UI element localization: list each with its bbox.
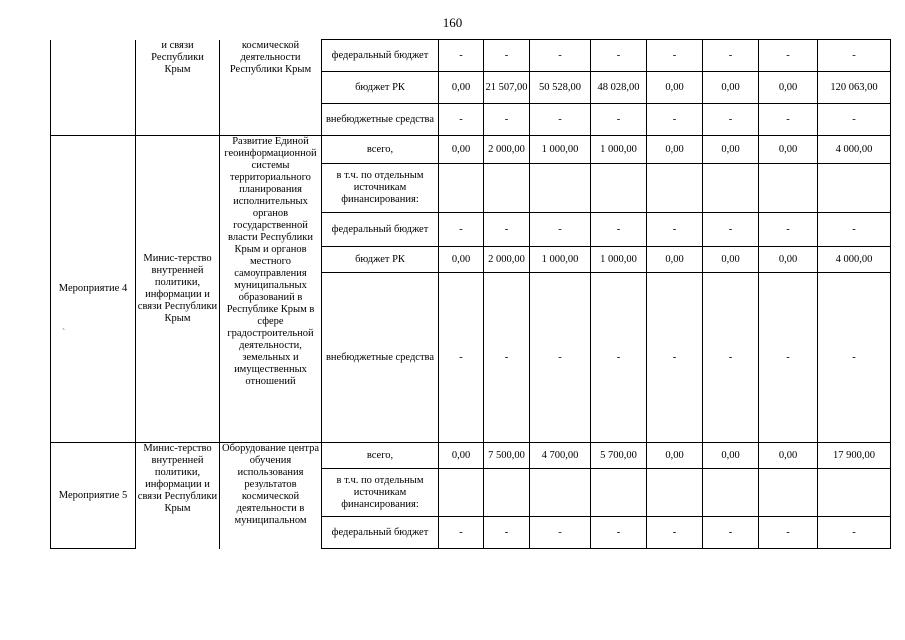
executor-cell: Минис-терство внутренней политики, информации и связи Республики Крым <box>136 136 220 443</box>
value-cell: 0,00 <box>439 247 484 273</box>
executor-cell: и связи Республики Крым <box>136 40 220 136</box>
value-cell: - <box>439 213 484 247</box>
value-cell: - <box>759 517 818 549</box>
value-cell: - <box>818 104 891 136</box>
value-cell: - <box>647 104 703 136</box>
value-cell: - <box>818 273 891 443</box>
value-cell: - <box>591 273 647 443</box>
table-row <box>51 443 891 469</box>
value-cell: - <box>484 273 530 443</box>
value-cell: 21 507,00 <box>484 72 530 104</box>
value-cell: 1 000,00 <box>591 247 647 273</box>
value-cell: - <box>439 40 484 72</box>
value-cell: 2 000,00 <box>484 247 530 273</box>
value-cell <box>647 469 703 517</box>
value-cell: - <box>530 273 591 443</box>
value-cell: 0,00 <box>439 136 484 164</box>
value-cell: - <box>703 517 759 549</box>
value-cell: 0,00 <box>439 72 484 104</box>
value-cell: - <box>439 517 484 549</box>
value-cell <box>818 164 891 213</box>
table-row <box>51 40 891 72</box>
value-cell: 4 000,00 <box>818 247 891 273</box>
value-cell <box>439 164 484 213</box>
value-cell: - <box>484 213 530 247</box>
value-cell: - <box>647 213 703 247</box>
measure-name-cell: космической деятельности Республики Крым <box>220 40 322 136</box>
value-cell: - <box>530 213 591 247</box>
value-cell: - <box>484 40 530 72</box>
value-cell: - <box>439 273 484 443</box>
page-number: 160 <box>442 15 463 30</box>
value-cell: - <box>530 517 591 549</box>
value-cell: 120 063,00 <box>818 72 891 104</box>
value-cell: 0,00 <box>647 443 703 469</box>
value-cell: - <box>591 213 647 247</box>
value-cell: - <box>647 273 703 443</box>
value-cell <box>484 164 530 213</box>
value-cell: - <box>647 40 703 72</box>
measure-name-cell: Оборудование центра обучения использования результатов космической деятельности в муниципальном <box>220 443 322 549</box>
source-cell: в т.ч. по отдельным источникам финансирования: <box>322 469 439 517</box>
measure-cell <box>51 40 136 136</box>
value-cell: 0,00 <box>703 136 759 164</box>
value-cell: 0,00 <box>647 247 703 273</box>
value-cell: - <box>591 517 647 549</box>
value-cell <box>484 469 530 517</box>
value-cell <box>647 164 703 213</box>
source-cell: бюджет РК <box>322 72 439 104</box>
value-cell: - <box>530 40 591 72</box>
value-cell: - <box>818 517 891 549</box>
value-cell: - <box>759 273 818 443</box>
source-cell: федеральный бюджет <box>322 213 439 247</box>
value-cell: 0,00 <box>647 136 703 164</box>
value-cell: 7 500,00 <box>484 443 530 469</box>
value-cell: - <box>818 213 891 247</box>
value-cell: - <box>530 104 591 136</box>
value-cell: 0,00 <box>759 247 818 273</box>
value-cell <box>703 469 759 517</box>
value-cell: - <box>703 104 759 136</box>
value-cell: - <box>818 40 891 72</box>
value-cell: 4 700,00 <box>530 443 591 469</box>
value-cell: 1 000,00 <box>530 247 591 273</box>
value-cell: - <box>591 104 647 136</box>
value-cell: 0,00 <box>703 443 759 469</box>
source-cell: внебюджетные средства <box>322 104 439 136</box>
table-row <box>51 136 891 164</box>
value-cell: - <box>647 517 703 549</box>
value-cell: 0,00 <box>703 72 759 104</box>
value-cell: 1 000,00 <box>591 136 647 164</box>
value-cell: 0,00 <box>703 247 759 273</box>
source-cell: в т.ч. по отдельным источникам финансирования: <box>322 164 439 213</box>
value-cell <box>530 164 591 213</box>
value-cell <box>591 164 647 213</box>
value-cell: - <box>759 40 818 72</box>
value-cell: - <box>484 104 530 136</box>
value-cell: 17 900,00 <box>818 443 891 469</box>
value-cell: - <box>439 104 484 136</box>
value-cell <box>591 469 647 517</box>
value-cell <box>530 469 591 517</box>
source-cell: федеральный бюджет <box>322 40 439 72</box>
value-cell: - <box>703 213 759 247</box>
source-cell: всего, <box>322 443 439 469</box>
value-cell <box>439 469 484 517</box>
measure-cell: Мероприятие 4 <box>51 136 136 443</box>
value-cell: 0,00 <box>647 72 703 104</box>
value-cell <box>759 469 818 517</box>
value-cell: 5 700,00 <box>591 443 647 469</box>
value-cell: - <box>703 40 759 72</box>
source-cell: бюджет РК <box>322 247 439 273</box>
source-cell: федеральный бюджет <box>322 517 439 549</box>
value-cell: 2 000,00 <box>484 136 530 164</box>
measure-cell: Мероприятие 5 <box>51 443 136 549</box>
value-cell: 48 028,00 <box>591 72 647 104</box>
value-cell <box>703 164 759 213</box>
value-cell <box>818 469 891 517</box>
value-cell: - <box>484 517 530 549</box>
value-cell: 0,00 <box>759 136 818 164</box>
value-cell <box>759 164 818 213</box>
value-cell: - <box>591 40 647 72</box>
value-cell: 4 000,00 <box>818 136 891 164</box>
value-cell: - <box>759 104 818 136</box>
value-cell: 50 528,00 <box>530 72 591 104</box>
value-cell: - <box>703 273 759 443</box>
value-cell: 0,00 <box>759 443 818 469</box>
measure-name-cell: Развитие Единой геоинформационной системы территориального планирования исполнительных органов государственной власти Республики Крым и органов местного самоуправления муниципальных образований в Республике Крым в сфере градостроительной деятельности, земельных и имущественных отношений <box>220 136 322 443</box>
source-cell: всего, <box>322 136 439 164</box>
value-cell: - <box>759 213 818 247</box>
source-cell: внебюджетные средства <box>322 273 439 443</box>
value-cell: 0,00 <box>759 72 818 104</box>
funding-table <box>50 39 891 549</box>
executor-cell: Минис-терство внутренней политики, информации и связи Республики Крым <box>136 443 220 549</box>
value-cell: 1 000,00 <box>530 136 591 164</box>
scan-mark: ` <box>62 328 66 339</box>
value-cell: 0,00 <box>439 443 484 469</box>
